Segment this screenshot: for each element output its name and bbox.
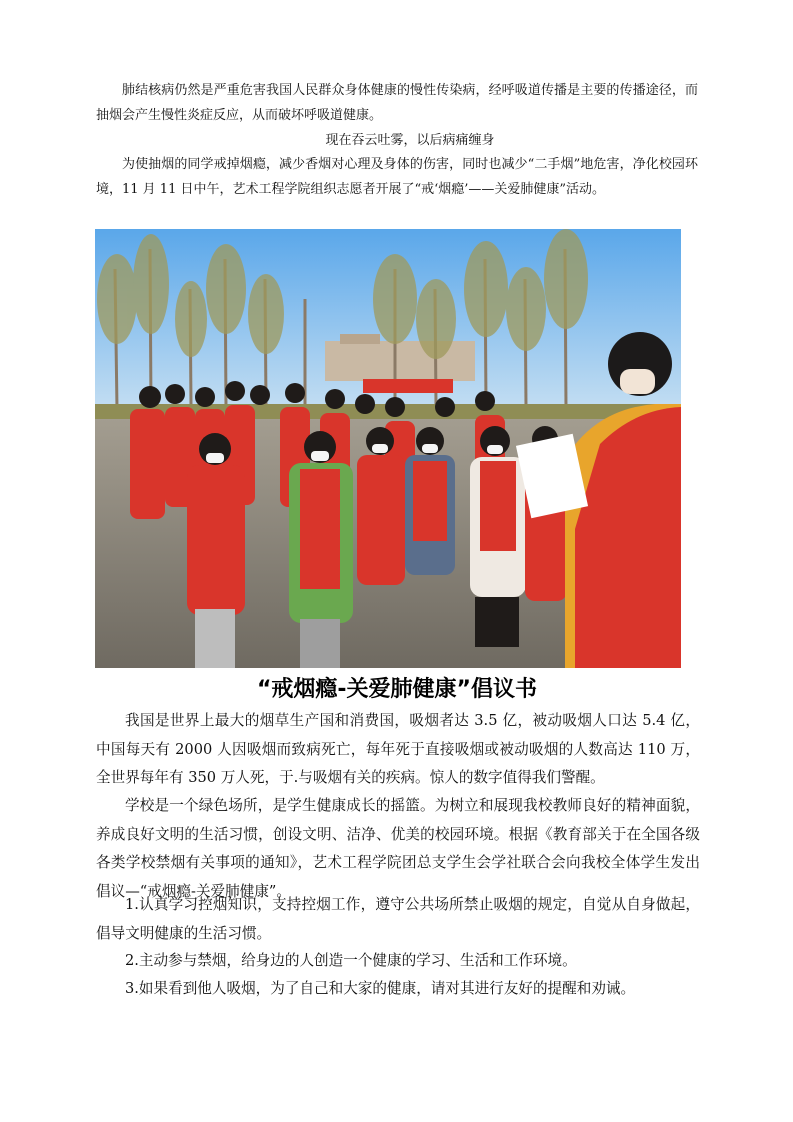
proposal-item-2: 2.主动参与禁烟，给身边的人创造一个健康的学习、生活和工作环境。 — [125, 952, 577, 969]
proposal-item-1: 1.认真学习控烟知识，支持控烟工作，遵守公共场所禁止吸烟的规定，自觉从自身做起，倡导文明健康的生活习惯。 — [96, 896, 700, 942]
activity-photo-illustration — [95, 229, 681, 668]
proposal-title: “戒烟瘾-关爱肺健康”倡议书 — [256, 677, 538, 702]
slogan-line: 现在吞云吐雾，以后病痛缠身 — [325, 133, 495, 148]
intro-paragraph-2: 为使抽烟的同学戒掉烟瘾，减少香烟对心理及身体的伤害，同时也减少“二手烟”地危害，净化校园环境，11 月 11 日中午，艺术工程学院组织志愿者开展了“戒‘烟瘾’——关爱肺健康”活动。 — [96, 157, 698, 197]
proposal-paragraph-2: 学校是一个绿色场所，是学生健康成长的摇篮。为树立和展现我校教师良好的精神面貌，养成良好文明的生活习惯，创设文明、洁净、优美的校园环境。根据《教育部关于在全国各级各类学校禁烟有关事项的通知》，艺术工程学院团总支学生会学社联合会向我校全体学生发出倡议—“戒烟瘾-关爱肺健康”。 — [96, 797, 700, 900]
proposal-item-3: 3.如果看到他人吸烟，为了自己和大家的健康，请对其进行友好的提醒和劝诫。 — [125, 980, 636, 997]
proposal-paragraph-1: 我国是世界上最大的烟草生产国和消费国，吸烟者达 3.5 亿，被动吸烟人口达 5.4 亿，中国每天有 2000 人因吸烟而致病死亡，每年死于直接吸烟或被动吸烟的人数高达 110 万，全世界每年有 350 万人死，于.与吸烟有关的疾病。惊人的数字值得我们警醒。 — [96, 712, 700, 786]
intro-paragraph-1: 肺结核病仍然是严重危害我国人民群众身体健康的慢性传染病，经呼吸道传播是主要的传播途径，而抽烟会产生慢性炎症反应，从而破坏呼吸道健康。 — [96, 83, 698, 123]
activity-photo — [95, 229, 681, 668]
